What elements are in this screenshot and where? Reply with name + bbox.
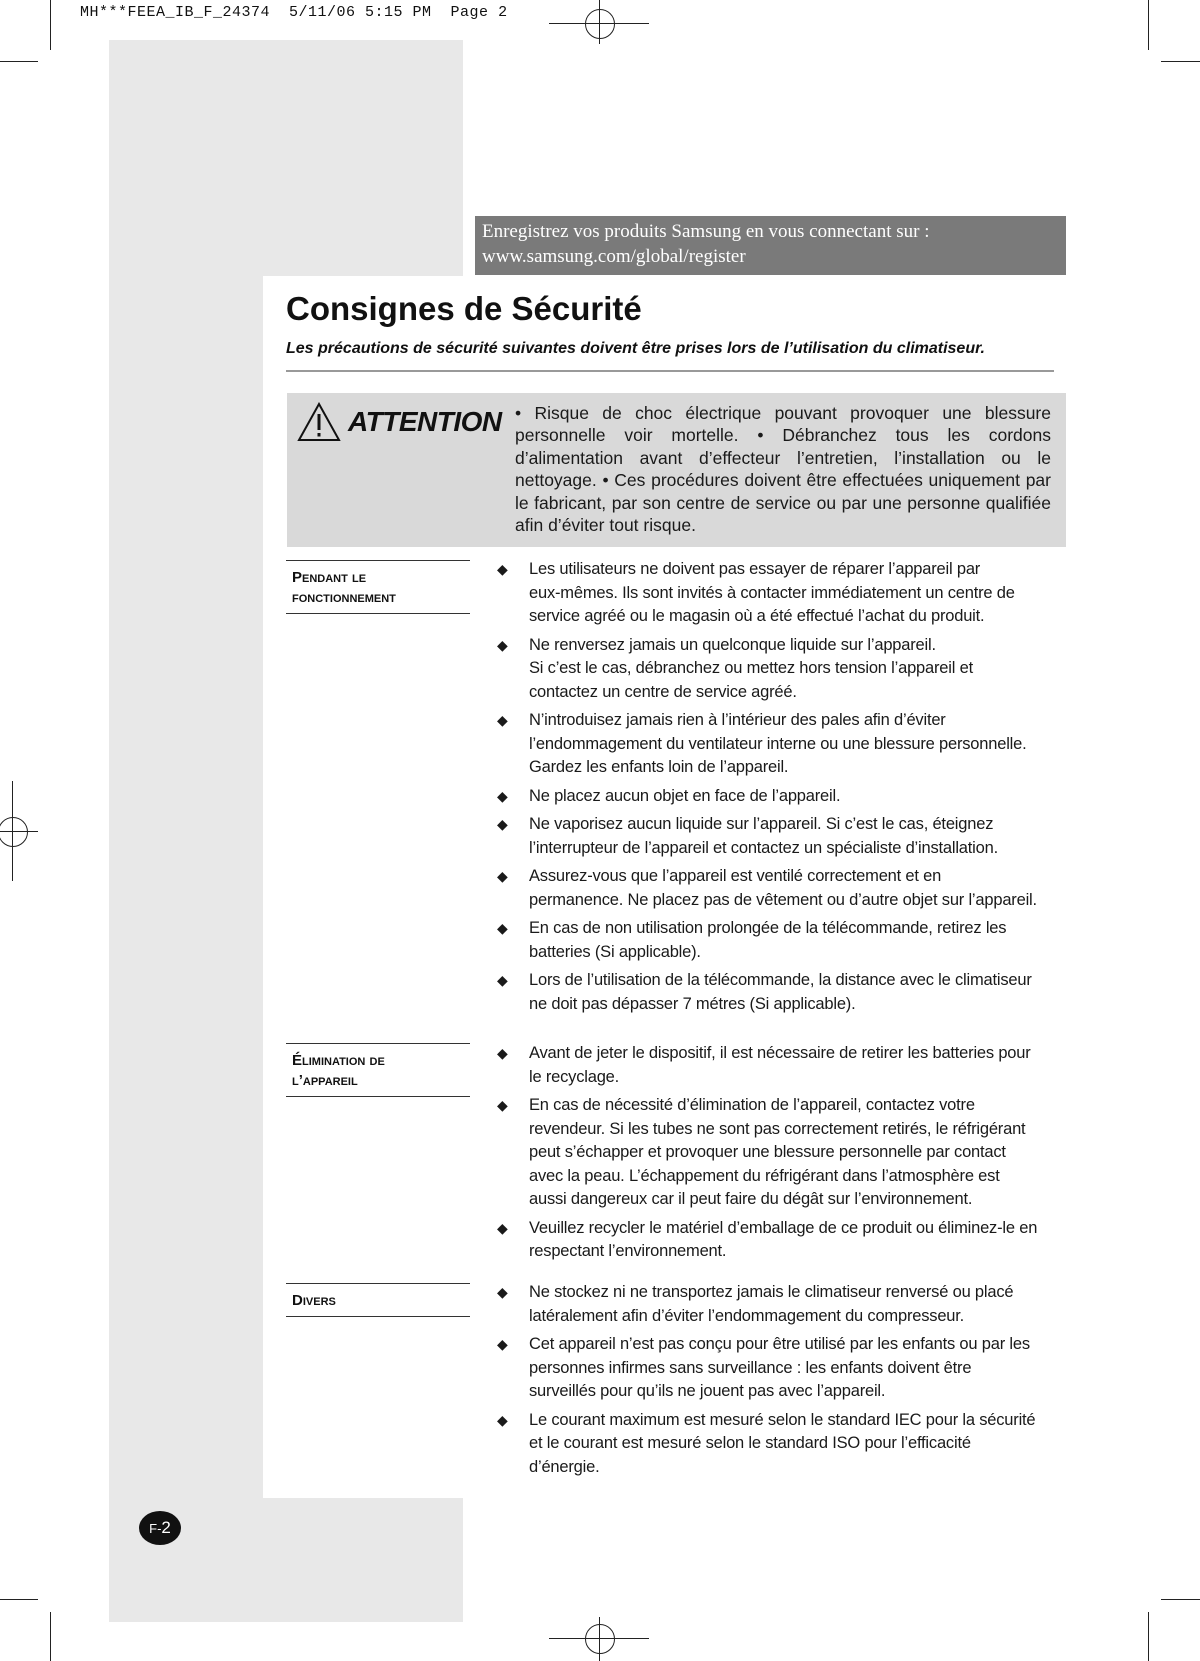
warning-triangle-icon (297, 402, 341, 442)
list-item-text: Les utilisateurs ne doivent pas essayer de réparer l’appareil par eux-mêmes. Ils sont invités à contacter immédiatement un centre de service agréé ou le magasin où a été effectué l’achat du produit. (529, 560, 1015, 625)
diamond-bullet-icon: ◆ (497, 972, 508, 988)
list-item (497, 1333, 1067, 1404)
crop-mark (0, 61, 38, 62)
section-label-line: fonctionnement (292, 589, 396, 606)
list-item-text: Ne renversez jamais un quelconque liquide sur l’appareil. Si c’est le cas, débranchez ou mettez hors tension l’appareil et contactez un centre de service agréé. (529, 635, 973, 701)
list-item-text: En cas de non utilisation prolongée de la télécommande, retirez les batteries (Si applicable). (529, 919, 1007, 961)
crop-mark (1148, 0, 1149, 50)
diamond-bullet-icon: ◆ (497, 636, 508, 653)
crop-mark (0, 1599, 38, 1600)
list-item-text: Assurez-vous que l’appareil est ventilé correctement et en permanence. Ne placez pas de vêtement ou d’autre objet sur l’appareil. (529, 867, 1037, 909)
bullet-list-disposal (497, 1042, 1067, 1269)
crop-mark (1161, 1599, 1200, 1600)
list-item (497, 709, 1067, 780)
diamond-bullet-icon: ◆ (497, 1411, 508, 1428)
crop-mark (50, 1612, 51, 1661)
diamond-bullet-icon: ◆ (497, 787, 508, 804)
registration-mark-icon (585, 9, 615, 39)
bullet-list-operation (497, 558, 1067, 1021)
section-label-line: l’appareil (292, 1072, 358, 1089)
list-item (497, 917, 1067, 964)
diamond-bullet-icon: ◆ (497, 561, 508, 577)
list-item (497, 1094, 1067, 1212)
list-item (497, 634, 1067, 705)
bullet-list-misc (497, 1281, 1067, 1484)
diamond-bullet-icon: ◆ (497, 1284, 508, 1300)
list-item-text: Veuillez recycler le matériel d’emballage de ce produit ou éliminez-le en respectant l’environnement. (529, 1218, 1038, 1260)
list-item-text: Lors de l’utilisation de la télécommande, la distance avec le climatiseur ne doit pas dépasser 7 métres (Si applicable). (529, 971, 1032, 1013)
list-item-text: Ne placez aucun objet en face de l’appareil. (529, 786, 841, 805)
diamond-bullet-icon: ◆ (497, 920, 508, 936)
list-item (497, 558, 1067, 629)
page-number: 2 (161, 1518, 171, 1537)
page-number-badge (139, 1511, 181, 1545)
list-item (497, 1409, 1067, 1480)
crop-mark (1161, 61, 1200, 62)
page-subtitle: Les précautions de sécurité suivantes doivent être prises lors de l’utilisation du climatiseur. (286, 340, 985, 357)
list-item-text: En cas de nécessité d’élimination de l’appareil, contactez votre revendeur. Si les tubes ne sont pas correctement retirés, le réfrigérant peut s’échapper et provoquer une blessure personnelle par contact avec la peau. L’échappement du réfrigérant dans l’atmosphère est aussi dangereux car il peut faire du dégât sur l’environnement. (529, 1096, 1026, 1208)
list-item (497, 1042, 1067, 1089)
diamond-bullet-icon: ◆ (497, 868, 508, 884)
list-item-text: Cet appareil n’est pas conçu pour être utilisé par les enfants ou par les personnes infirmes sans surveillance : les enfants doivent être surveillés pour qu’ils ne jouent pas avec l’appareil. (529, 1335, 1030, 1400)
print-header: MH***FEEA_IB_F_24374 5/11/06 5:15 PM Page 2 (80, 4, 508, 21)
section-label-line: Élimination de (292, 1052, 385, 1069)
diamond-bullet-icon: ◆ (497, 1219, 508, 1236)
list-item-text: Avant de jeter le dispositif, il est nécessaire de retirer les batteries pour le recyclage. (529, 1044, 1031, 1086)
list-item (497, 1281, 1067, 1328)
list-item-text: Le courant maximum est mesuré selon le standard IEC pour la sécurité et le courant est mesuré selon le standard ISO pour l’efficacité d’énergie. (529, 1410, 1036, 1476)
page-number-prefix: F- (149, 1521, 162, 1536)
section-label-line: Divers (292, 1292, 336, 1309)
list-item-text: Ne vaporisez aucun liquide sur l’appareil. Si c’est le cas, éteignez l’interrupteur de l’appareil et contactez un spécialiste d’installation. (529, 815, 998, 857)
attention-heading: ATTENTION (348, 406, 502, 437)
list-item (497, 813, 1067, 860)
diamond-bullet-icon: ◆ (497, 712, 508, 728)
register-url[interactable]: www.samsung.com/global/register (482, 246, 746, 267)
diamond-bullet-icon: ◆ (497, 1097, 508, 1113)
diamond-bullet-icon: ◆ (497, 816, 508, 832)
section-label-misc (286, 1283, 470, 1317)
divider (286, 370, 1054, 372)
list-item-text: Ne stockez ni ne transportez jamais le climatiseur renversé ou placé latéralement afin d’éviter l’endommagement du compresseur. (529, 1283, 1014, 1325)
crop-mark (1148, 1612, 1149, 1661)
section-label-disposal (286, 1043, 470, 1097)
list-item-text: N’introduisez jamais rien à l’intérieur des pales afin d’éviter l’endommagement du ventilateur interne ou une blessure personnelle. Gardez les enfants loin de l’appareil. (529, 711, 1027, 776)
diamond-bullet-icon: ◆ (497, 1045, 508, 1061)
section-label-operation (286, 560, 470, 614)
list-item (497, 785, 1067, 809)
list-item (497, 1217, 1067, 1264)
list-item (497, 969, 1067, 1016)
registration-mark-icon (585, 1624, 615, 1654)
diamond-bullet-icon: ◆ (497, 1336, 508, 1352)
crop-mark (50, 0, 51, 50)
attention-label (297, 402, 502, 442)
attention-text: • Risque de choc électrique pouvant provoquer une blessure personnelle voir mortelle. • Débranchez tous les cordons d’alimentation avant d’effecteur l’entretien, l’installation ou le nettoyage. • Ces procédures doivent être effectuées uniquement par le fabricant, par son centre de service ou par une personne qualifiée afin d’éviter tout risque. (515, 403, 1051, 536)
attention-box (287, 393, 1066, 547)
register-banner (475, 216, 1066, 275)
register-text: Enregistrez vos produits Samsung en vous connectant sur : (482, 221, 930, 242)
registration-mark-icon (0, 817, 28, 847)
list-item (497, 865, 1067, 912)
section-label-line: Pendant le (292, 569, 367, 586)
page-title: Consignes de Sécurité (286, 290, 642, 327)
